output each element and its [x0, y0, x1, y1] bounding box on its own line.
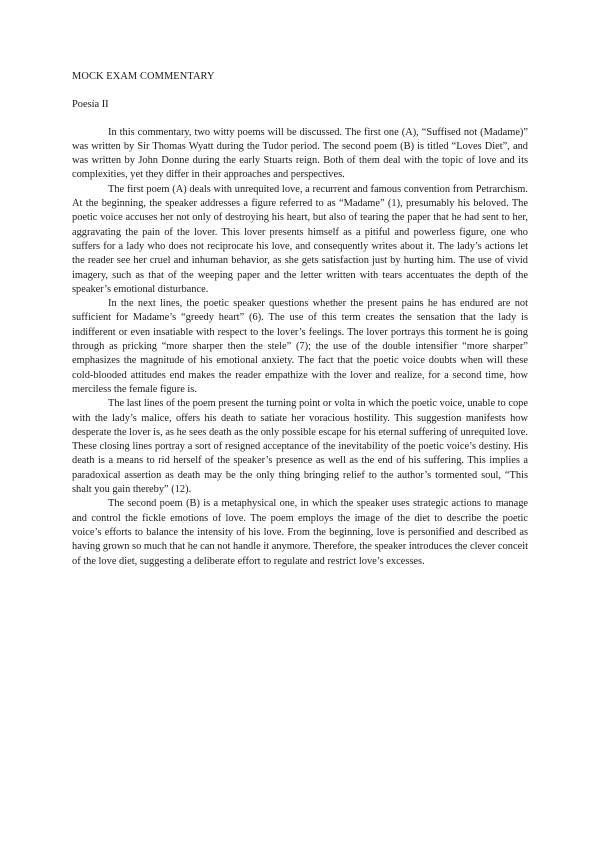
paragraph-poem-a-middle: In the next lines, the poetic speaker questions whether the present pains he has endured are not sufficient for Madame’s “greedy heart” (6). The use of this term creates the sensation that the lady is indifferent or even insatiable with respect to the lover’s feelings. The lover portrays this torment he is going through as pricking “more sharper then the stele” (7); the use of the double intensifier “more sharper” emphasizes the magnitude of his emotional anxiety. The fact that the poetic voice doubts when will these cold-blooded attitudes end makes the reader empathize with the lover and realize, for a second time, how merciless the female figure is. — [72, 298, 528, 395]
document-title: MOCK EXAM COMMENTARY — [72, 71, 215, 82]
document-subtitle: Poesía II — [72, 99, 109, 111]
paragraph-poem-a-opening: The first poem (A) deals with unrequited love, a recurrent and famous convention from Petrarchism. At the beginning, the speaker addresses a figure referred to as “Madame” (1), presumably his beloved. The poetic voice accuses her not only of destroying his heart, but also of tearing the paper that he had sent to her, aggravating the pain of the lover. This lover presents himself as a pitiful and powerless figure, one who suffers for a lady who does not reciprocate his love, and consequently writes about it. The lady’s actions let the reader see her cruel and inhuman behavior, as she gets satisfaction just by hurting him. The use of vivid imagery, such as that of the weeping paper and the letter written with tears accentuates the depth of the speaker’s emotional disturbance. — [72, 183, 528, 295]
paragraph-poem-b-opening: The second poem (B) is a metaphysical one, in which the speaker uses strategic actions to manage and control the fickle emotions of love. The poem employs the image of the diet to describe the poetic voice’s efforts to balance the intensity of his love. From the beginning, love is personified and described as having grown so much that he can not handle it anymore. Therefore, the speaker introduces the clever conceit of the love diet, suggesting a deliberate effort to regulate and restrict love’s excesses. — [72, 498, 528, 567]
paragraph-poem-a-volta: The last lines of the poem present the turning point or volta in which the poetic voice, unable to cope with the lady’s malice, offers his death to satiate her voracious hostility. This suggestion manifests how desperate the lover is, as he sees death as the only possible escape for his eternal suffering of unrequited love. These closing lines portray a sort of resigned acceptance of the inevitability of the poetic voice’s destiny. His death is a means to rid herself of the speaker’s presence as well as the end of his suffering. This implies a paradoxical assertion as death may be the only thing bringing relief to the author’s tormented soul, “This shalt you gain thereby” (12). — [72, 398, 528, 496]
paragraph-introduction: In this commentary, two witty poems will be discussed. The first one (A), “Suffised not (Madame)” was written by Sir Thomas Wyatt during the Tudor period. The second poem (B) is titled “Loves Diet”, and was written by John Donne during the early Stuarts reign. Both of them deal with the topic of love and its complexities, yet they differ in their approaches and perspectives. — [72, 126, 528, 181]
document-body — [72, 70, 528, 569]
